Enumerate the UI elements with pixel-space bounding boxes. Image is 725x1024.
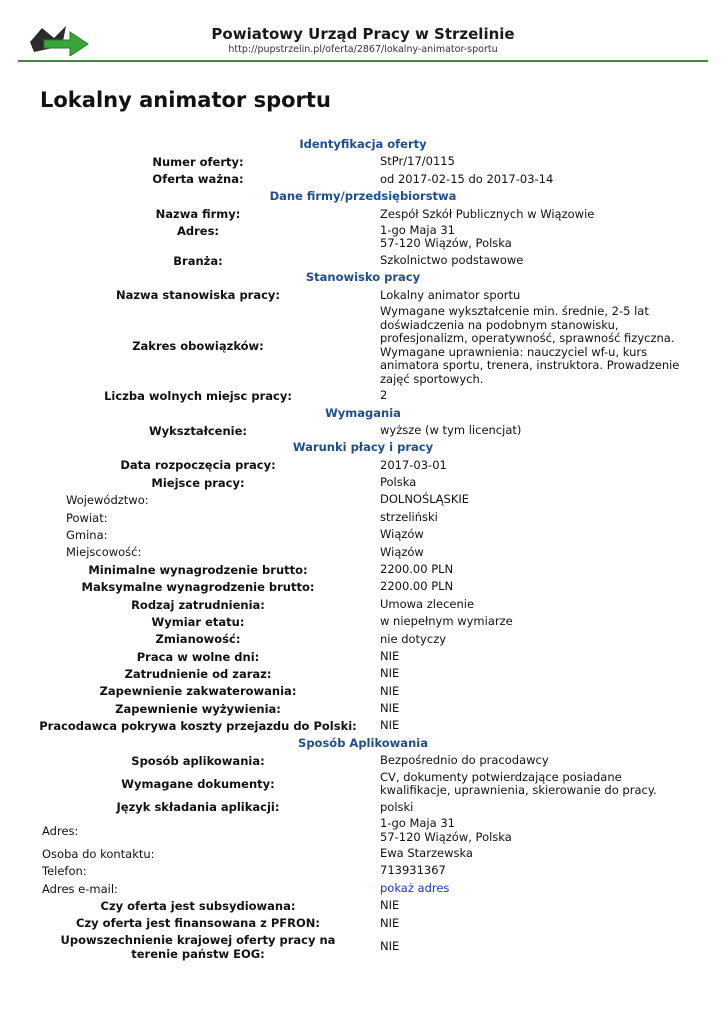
field-value: NIE (380, 898, 400, 913)
field-label: Data rozpoczęcia pracy: (120, 458, 276, 473)
field-label: Zmianowość: (155, 632, 241, 647)
row-jezyk-aplikacji (38, 799, 688, 816)
field-label: Wykształcenie: (148, 423, 248, 438)
field-value: NIE (380, 666, 400, 681)
field-value: 2017-03-01 (380, 457, 447, 472)
field-value: DOLNOŚLĄSKIE (380, 492, 470, 507)
field-value (378, 224, 688, 251)
field-value: nie dotyczy (380, 631, 447, 646)
row-zatrudnienie-od-zaraz (38, 665, 688, 682)
field-value: strzeliński (380, 509, 438, 524)
address-line-1: 1-go Maja 31 (380, 816, 455, 831)
field-label: Zatrudnienie od zaraz: (124, 667, 272, 682)
row-wymagane-dokumenty (38, 770, 688, 799)
row-powiat (38, 509, 688, 526)
field-label: Nazwa firmy: (155, 207, 241, 222)
field-value (378, 817, 688, 844)
field-value: od 2017-02-15 do 2017-03-14 (380, 171, 554, 186)
row-subsydiowana (38, 897, 688, 914)
field-value: Polska (380, 475, 417, 490)
row-adres-aplikacji (38, 816, 688, 845)
row-miejscowosc (38, 544, 688, 561)
field-label: Zakres obowiązków: (132, 338, 264, 353)
field-label: Adres: (42, 823, 79, 838)
field-value: NIE (380, 939, 400, 954)
field-value: 2 (380, 388, 388, 403)
field-value: 2200.00 PLN (380, 579, 454, 594)
show-email-link[interactable]: pokaż adres (380, 880, 450, 895)
header-divider (18, 60, 708, 62)
field-value: NIE (380, 648, 400, 663)
field-label: Zapewnienie wyżywienia: (115, 701, 281, 716)
field-label: Miejsce pracy: (151, 475, 245, 490)
row-nazwa-stanowiska (38, 287, 688, 304)
field-label: Branża: (173, 253, 223, 268)
field-label: Maksymalne wynagrodzenie brutto: (81, 580, 315, 595)
field-label: Minimalne wynagrodzenie brutto: (88, 562, 308, 577)
field-value: wyższe (w tym licencjat) (380, 422, 522, 437)
field-label: Powiat: (66, 510, 108, 525)
field-value: Lokalny animator sportu (380, 287, 521, 302)
section-wymagania: Wymagania (325, 405, 401, 420)
row-nazwa-firmy (38, 206, 688, 223)
field-label: Pracodawca pokrywa koszty przejazdu do Polski: (39, 719, 357, 734)
row-wyzywienie (38, 700, 688, 717)
field-value: Ewa Starzewska (380, 846, 473, 861)
row-osoba-kontaktowa (38, 845, 688, 862)
row-liczba-miejsc (38, 387, 688, 404)
field-value: NIE (380, 915, 400, 930)
field-value: CV, dokumenty potwierdzające posiadane kwalifikacje, uprawnienia, skierowanie do pracy. (380, 769, 657, 798)
section-stanowisko: Stanowisko pracy (305, 270, 421, 285)
section-warunki: Warunki płacy i pracy (292, 440, 434, 455)
field-label: Zapewnienie zakwaterowania: (99, 684, 297, 699)
address-line-2: 57-120 Wiązów, Polska (380, 236, 512, 251)
field-label: Adres e-mail: (42, 881, 118, 896)
row-wymiar-etatu (38, 613, 688, 630)
field-label: Nazwa stanowiska pracy: (115, 288, 281, 303)
section-identyfikacja: Identyfikacja oferty (299, 137, 427, 151)
field-label: Rodzaj zatrudnienia: (131, 597, 265, 612)
field-value: NIE (380, 683, 400, 698)
row-zakwaterowanie (38, 683, 688, 700)
field-label: Województwo: (66, 493, 149, 508)
row-wyksztalcenie (38, 422, 688, 439)
field-label: Upowszechnienie krajowej oferty pracy na terenie państw EOG: (60, 933, 336, 962)
field-label: Sposób aplikowania: (131, 754, 265, 769)
row-koszty-przejazdu (38, 718, 688, 735)
row-adres-firmy (38, 223, 688, 252)
site-url: http://pupstrzelin.pl/oferta/2867/lokalny-animator-sportu (228, 44, 498, 55)
row-numer-oferty (38, 153, 688, 170)
section-aplikowanie: Sposób Aplikowania (298, 735, 428, 750)
page-title: Lokalny animator sportu (40, 88, 331, 112)
row-eog (38, 932, 688, 962)
field-value: StPr/17/0115 (380, 154, 455, 169)
field-label: Język składania aplikacji: (116, 800, 280, 815)
field-value: NIE (380, 718, 400, 733)
field-label: Wymagane dokumenty: (121, 777, 275, 792)
field-label: Osoba do kontaktu: (42, 846, 155, 861)
field-label: Miejscowość: (66, 545, 142, 560)
site-title: Powiatowy Urząd Pracy w Strzelinie (211, 25, 515, 43)
section-firma: Dane firmy/przedsiębiorstwa (269, 189, 457, 204)
field-label: Telefon: (42, 864, 87, 879)
row-email (38, 880, 688, 897)
row-max-wynagrodzenie (38, 578, 688, 595)
row-sposob-aplikowania (38, 752, 688, 769)
offer-details (38, 136, 688, 962)
field-value: 713931367 (380, 863, 446, 878)
row-min-wynagrodzenie (38, 561, 688, 578)
field-value: NIE (380, 701, 400, 716)
row-miejsce-pracy (38, 474, 688, 491)
row-rodzaj-zatrudnienia (38, 596, 688, 613)
row-zakres-obowiazkow (38, 304, 688, 387)
field-value: Wymagane wykształcenie min. średnie, 2-5 lat doświadczenia na podobnym stanowisku, profesjonalizm, operatywność, sprawność fizyczna. Wymagane uprawnienia: nauczyciel wf-u, kurs animatora sportu, trenera, instruktora. Prowadzenie zajęć sportowych. (380, 304, 680, 386)
field-label: Oferta ważna: (152, 172, 244, 187)
field-value: Wiązów (380, 544, 424, 559)
row-telefon (38, 863, 688, 880)
field-value: Umowa zlecenie (380, 596, 475, 611)
field-label: Czy oferta jest finansowana z PFRON: (76, 916, 320, 931)
field-label: Gmina: (66, 527, 108, 542)
row-oferta-wazna (38, 171, 688, 188)
address-line-1: 1-go Maja 31 (380, 222, 455, 237)
row-praca-w-wolne-dni (38, 648, 688, 665)
page-header (18, 16, 708, 62)
field-label: Czy oferta jest subsydiowana: (100, 898, 296, 913)
field-label: Liczba wolnych miejsc pracy: (104, 388, 292, 403)
field-label: Numer oferty: (152, 155, 244, 170)
row-zmianowosc (38, 631, 688, 648)
field-value: polski (380, 799, 414, 814)
field-value: w niepełnym wymiarze (380, 614, 513, 629)
row-branza (38, 252, 688, 269)
field-value: Wiązów (380, 527, 424, 542)
row-pfron (38, 915, 688, 932)
row-data-rozpoczecia (38, 457, 688, 474)
field-label: Wymiar etatu: (151, 614, 245, 629)
field-label: Adres: (176, 223, 220, 238)
field-value: Bezpośrednio do pracodawcy (380, 753, 549, 768)
field-value: Szkolnictwo podstawowe (380, 252, 524, 267)
field-label: Praca w wolne dni: (136, 649, 260, 664)
row-wojewodztwo (38, 491, 688, 508)
field-value: 2200.00 PLN (380, 561, 454, 576)
row-gmina (38, 526, 688, 543)
address-line-2: 57-120 Wiązów, Polska (380, 829, 512, 844)
field-value: Zespół Szkół Publicznych w Wiązowie (380, 206, 595, 221)
